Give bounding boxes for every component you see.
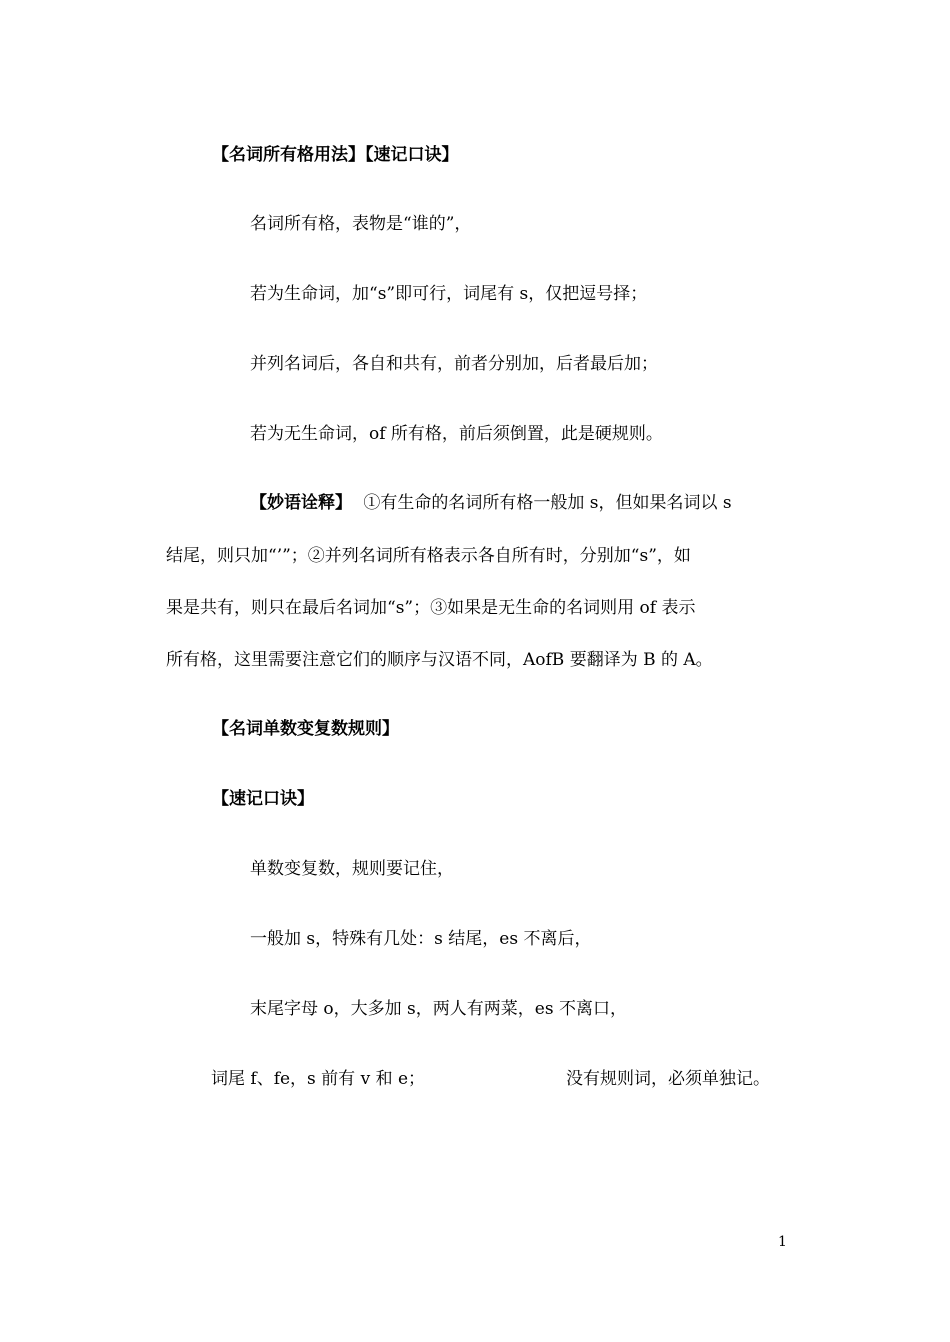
explanation-label: 【妙语诠释】 <box>250 493 352 513</box>
section-heading-possessive: 【名词所有格用法】【速记口诀】 <box>212 145 459 165</box>
plural-rhyme-line-2: 一般加 s，特殊有几处：s 结尾，es 不离后， <box>250 929 592 949</box>
rhyme-line-2: 若为生命词，加“s”即可行，词尾有 s，仅把逗号择； <box>250 284 648 304</box>
plural-rhyme-line-4-right: 没有规则词，必须单独记。 <box>566 1069 770 1089</box>
explanation-line-4: 所有格，这里需要注意它们的顺序与汉语不同，AofB 要翻译为 B 的 A。 <box>166 650 713 670</box>
explanation-text: ①有生命的名词所有格一般加 s，但如果名词以 s <box>363 493 732 513</box>
rhyme-line-3: 并列名词后，各自和共有，前者分别加，后者最后加； <box>250 354 658 374</box>
rhyme-line-1: 名词所有格，表物是“谁的”， <box>250 214 472 234</box>
plural-rhyme-line-4-left: 词尾 f、fe，s 前有 v 和 e； <box>211 1069 426 1089</box>
explanation-line-3: 果是共有，则只在最后名词加“s”；③如果是无生命的名词则用 of 表示 <box>166 598 696 618</box>
plural-rhyme-line-3: 末尾字母 o，大多加 s，两人有两菜，es 不离口， <box>250 999 627 1019</box>
section-heading-mnemonic: 【速记口诀】 <box>212 789 314 809</box>
section-heading-plural: 【名词单数变复数规则】 <box>212 719 399 739</box>
rhyme-line-4: 若为无生命词，of 所有格，前后须倒置，此是硬规则。 <box>250 424 663 444</box>
page-number: 1 <box>778 1234 787 1250</box>
explanation-paragraph-first-line <box>250 491 732 515</box>
explanation-line-2: 结尾，则只加“’”；②并列名词所有格表示各自所有时，分别加“s”，如 <box>166 546 691 566</box>
plural-rhyme-line-1: 单数变复数，规则要记住， <box>250 859 454 879</box>
